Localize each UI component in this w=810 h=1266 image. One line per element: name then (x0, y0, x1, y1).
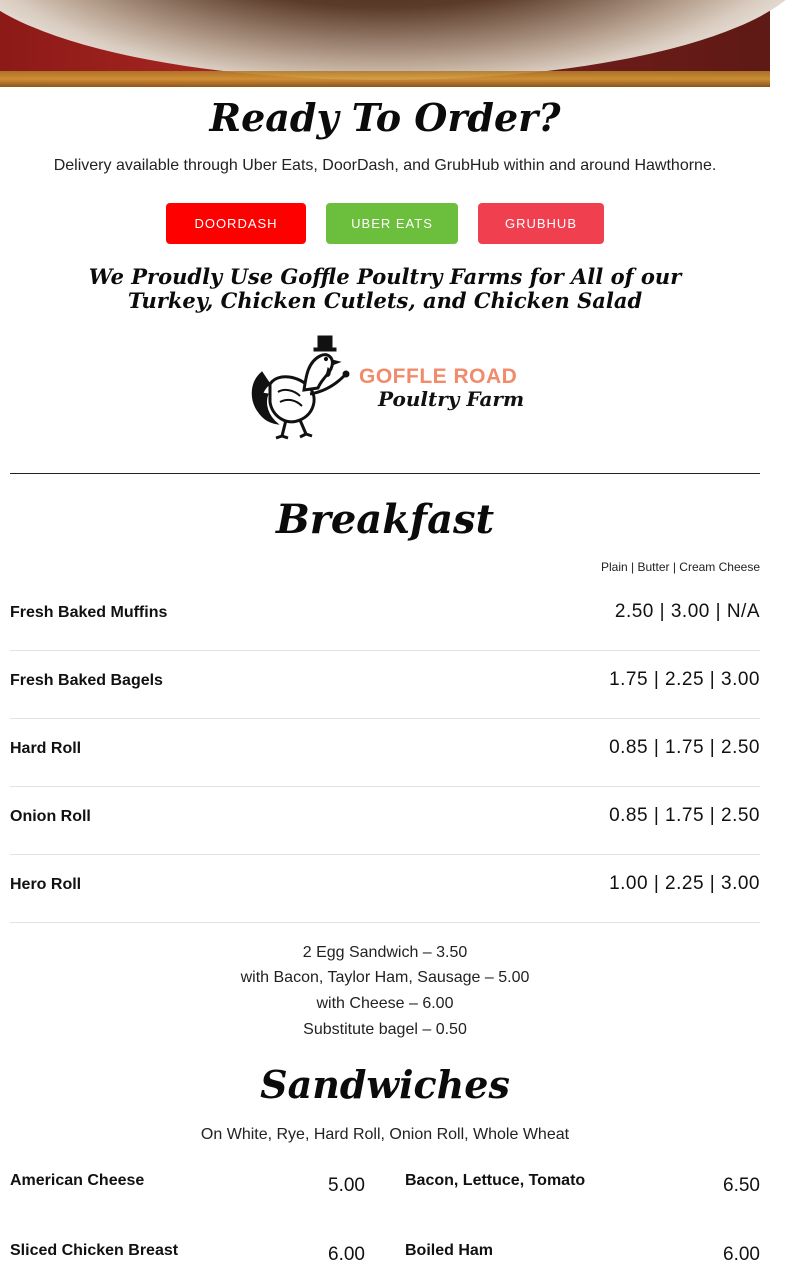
ubereats-button[interactable]: UBER EATS (326, 203, 458, 244)
menu-item-name: Fresh Baked Muffins (10, 604, 168, 621)
egg-sandwich-line: 2 Egg Sandwich – 3.50 (302, 944, 468, 961)
menu-item-price: 1.00 | 2.25 | 3.00 (609, 873, 760, 894)
menu-row (10, 650, 760, 719)
menu-item-name: Onion Roll (10, 808, 91, 825)
poultry-statement (0, 265, 770, 313)
sandwich-price: 6.00 (328, 1244, 365, 1265)
breakfast-heading: Breakfast (275, 496, 495, 543)
egg-sandwich-line: Substitute bagel – 0.50 (303, 1021, 467, 1038)
menu-item-price: 0.85 | 1.75 | 2.50 (609, 737, 760, 758)
sandwiches-heading: Sandwiches (260, 1062, 510, 1107)
poultry-statement-line-1: We Proudly Use Goffle Poultry Farms for All of our (88, 264, 682, 289)
section-divider (10, 473, 760, 474)
sandwich-name: American Cheese (10, 1172, 145, 1189)
poultry-statement-line-2: Turkey, Chicken Cutlets, and Chicken Salad (127, 288, 643, 313)
logo-subtitle: Poultry Farm (378, 387, 525, 411)
menu-item-price: 0.85 | 1.75 | 2.50 (609, 805, 760, 826)
sandwich-price: 5.00 (328, 1175, 365, 1196)
sandwich-item (10, 1172, 365, 1202)
grubhub-button[interactable]: GRUBHUB (478, 203, 604, 244)
menu-item-name: Fresh Baked Bagels (10, 672, 163, 689)
sandwich-name: Bacon, Lettuce, Tomato (405, 1172, 586, 1189)
doordash-button[interactable]: DOORDASH (166, 203, 306, 244)
goffle-road-logo (248, 332, 528, 440)
egg-sandwich-line: with Bacon, Taylor Ham, Sausage – 5.00 (240, 969, 530, 986)
menu-item-price: 1.75 | 2.25 | 3.00 (609, 669, 760, 690)
table-surface (0, 71, 770, 87)
bread-options: On White, Rye, Hard Roll, Onion Roll, Whole Wheat (200, 1126, 570, 1143)
plate-image (0, 0, 810, 80)
sandwich-price: 6.00 (723, 1244, 760, 1265)
logo-name: GOFFLE ROAD (359, 365, 518, 388)
sandwich-name: Sliced Chicken Breast (10, 1242, 179, 1259)
menu-row (10, 854, 760, 923)
egg-sandwich-line: with Cheese – 6.00 (316, 995, 454, 1012)
menu-row (10, 582, 760, 651)
hero-food-image (0, 0, 770, 87)
sandwich-item (10, 1242, 365, 1265)
menu-item-price: 2.50 | 3.00 | N/A (614, 601, 760, 622)
sandwich-item (405, 1172, 760, 1202)
rooster-icon (248, 332, 358, 440)
menu-item-name: Hard Roll (10, 740, 82, 757)
breakfast-options-label: Plain | Butter | Cream Cheese (601, 560, 760, 574)
sandwich-item (405, 1242, 760, 1265)
menu-row (10, 718, 760, 787)
ready-to-order-heading: Ready To Order? (209, 95, 561, 140)
sandwich-price: 6.50 (723, 1175, 760, 1196)
delivery-text: Delivery available through Uber Eats, DoorDash, and GrubHub within and around Hawthorne. (53, 157, 717, 174)
menu-row (10, 786, 760, 855)
sandwich-name: Boiled Ham (405, 1242, 494, 1259)
menu-item-name: Hero Roll (10, 876, 82, 893)
